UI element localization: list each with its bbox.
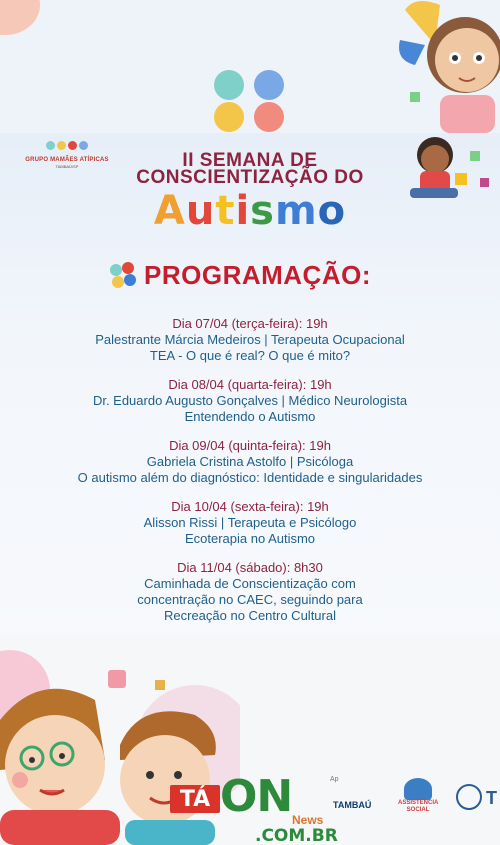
schedule-line: concentração no CAEC, seguindo para [137,592,363,607]
tambau-logo: TAMBAÚ [333,800,372,810]
social-assistance-logo [398,778,438,814]
schedule-line: TEA - O que é real? O que é mito? [149,348,351,363]
schedule-day: Dia 09/04 (quinta-feira): 19h [169,438,331,453]
schedule-line: Ecoterapia no Autismo [184,531,316,546]
municipal-logo-letter: T [486,788,497,808]
schedule-item [0,560,500,624]
taon-logo-ta: TÁ [170,785,220,813]
schedule-line: Dr. Eduardo Augusto Gonçalves | Médico Neurologista [92,393,408,408]
schedule-day: Dia 11/04 (sábado): 8h30 [177,560,323,575]
autismo-letter: i [235,188,251,234]
autismo-letter: u [185,188,216,234]
schedule-line: Entendendo o Autismo [184,409,316,424]
taon-logo-news: News [292,813,324,827]
group-name: GRUPO MAMÃES ATÍPICAS [25,157,109,163]
schedule-item [0,377,500,425]
autismo-letter: t [215,188,236,234]
taon-logo-on: ON [220,771,293,822]
schedule-line: O autismo além do diagnóstico: Identidade e singularidades [77,470,423,485]
autismo-letter: m [274,188,318,234]
colored-hands-icon [207,65,293,135]
group-city: TAMBAÚ/SP [55,164,79,169]
schedule-line: Palestrante Márcia Medeiros | Terapeuta Ocupacional [95,332,405,347]
schedule-line: Gabriela Cristina Astolfo | Psicóloga [146,454,354,469]
schedule-item [0,438,500,486]
child-illustration-top-right [395,0,500,133]
event-title-line1: II SEMANA DE [182,150,318,171]
schedule-day: Dia 08/04 (quarta-feira): 19h [168,377,332,392]
schedule-line: Caminhada de Conscientização com [144,576,356,591]
schedule-day: Dia 07/04 (terça-feira): 19h [172,316,328,331]
schedule-item [0,499,500,547]
autismo-title [0,188,500,234]
autismo-letter: A [153,188,186,234]
program-heading [108,258,371,292]
schedule-line: Alisson Rissi | Terapeuta e Psicólogo [143,515,357,530]
schedule-list [0,316,500,637]
schedule-line: Recreação no Centro Cultural [164,608,336,623]
autismo-letter: s [250,188,275,234]
event-title-line2: CONSCIENTIZAÇÃO DO [136,167,364,188]
footer-partner-text: Ap [330,776,339,783]
children-illustration-bottom [0,650,240,845]
municipal-seal-icon [456,784,482,810]
social-assistance-icon [404,778,432,800]
colored-hands-icon [108,260,138,290]
schedule-item [0,316,500,364]
program-title: PROGRAMAÇÃO: [144,259,371,290]
autismo-letter: o [317,188,347,234]
social-assistance-label: ASSISTÊNCIA SOCIAL [398,800,439,813]
schedule-day: Dia 10/04 (sexta-feira): 19h [171,499,329,514]
taon-logo-domain: .COM.BR [255,826,338,845]
